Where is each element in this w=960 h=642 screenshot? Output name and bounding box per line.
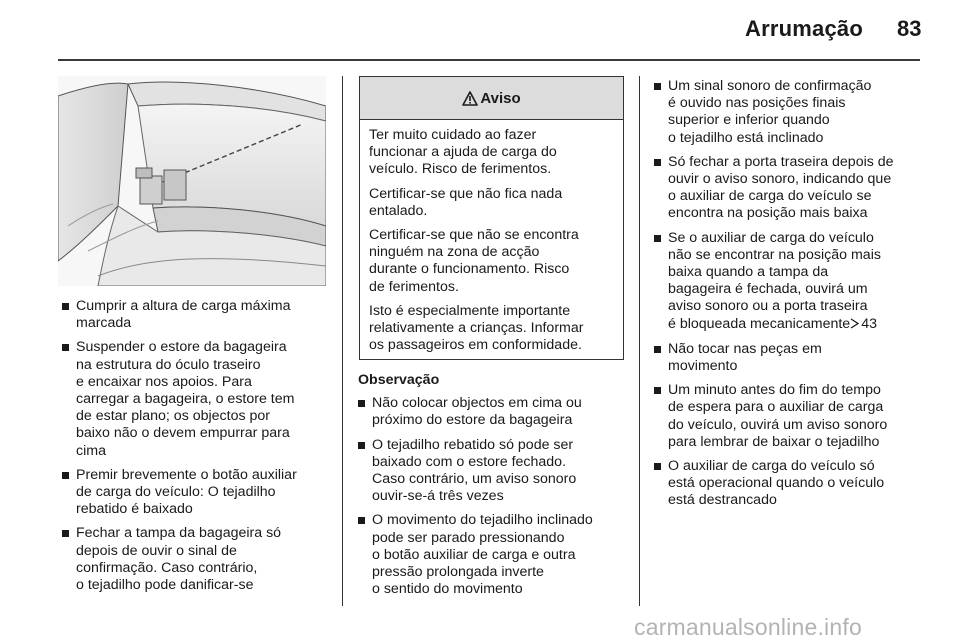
bullet-icon <box>62 530 69 537</box>
page-reference-link[interactable]: 43 <box>861 315 877 332</box>
list-item <box>654 230 926 334</box>
list-item <box>358 437 628 506</box>
list-item-text: O tejadilho rebatido só pode ser baixado com o estore fechado. Caso contrário, um aviso sonoro ouvir-se-á três vezes <box>372 436 577 505</box>
bullet-icon <box>654 235 661 242</box>
section-title: Arrumação <box>745 16 863 41</box>
list-item-text: Cumprir a altura de carga máxima marcada <box>76 298 291 332</box>
warning-box <box>359 76 624 360</box>
list-item-text: Não colocar objectos em cima ou próximo do estore da bagageira <box>372 395 582 429</box>
list-item <box>654 78 926 147</box>
list-item <box>654 458 926 510</box>
list-item-text: O auxiliar de carga do veículo só está operacional quando o veículo está destrancado <box>668 458 885 509</box>
warning-triangle-icon <box>462 91 478 106</box>
list-item <box>62 339 330 459</box>
list-item <box>358 512 628 598</box>
list-item-text: Suspender o estore da bagageira na estrutura do óculo traseiro e encaixar nos apoios. Para carregar a bagageira, o estore tem de estar plano; os objectos por baixo não o devem empurrar para cima <box>76 339 295 459</box>
bullet-icon <box>358 400 365 407</box>
warning-paragraph: Isto é especialmente importante relativamente a crianças. Informar os passageiros em conformidade. <box>369 302 584 354</box>
column-divider-left <box>342 76 343 606</box>
note-title: Observação <box>358 372 440 388</box>
list-item <box>62 298 330 332</box>
bullet-icon <box>654 346 661 353</box>
page-header <box>0 0 960 60</box>
page-reference-arrow-icon <box>850 317 859 334</box>
list-item <box>654 382 926 451</box>
bullet-icon <box>654 387 661 394</box>
list-item-text: Fechar a tampa da bagageira só depois de ouvir o sinal de confirmação. Caso contrário, o tejadilho pode danificar-se <box>76 525 282 594</box>
list-item-text: Se o auxiliar de carga do veículo não se encontrar na posição mais baixa quando a tampa da bagageira é fechada, ouvirá um aviso sonoro ou a porta traseira é bloqueada mecanicamente <box>668 229 881 332</box>
list-item-text: O movimento do tejadilho inclinado pode ser parado pressionando o botão auxiliar de carga e outra pressão prolongada inverte o sentido do movimento <box>372 512 593 598</box>
bullet-icon <box>62 472 69 479</box>
bullet-icon <box>654 463 661 470</box>
list-item <box>654 154 926 223</box>
warning-paragraph: Certificar-se que não se encontra ninguém na zona de acção durante o funcionamento. Risco de ferimentos. <box>369 227 579 295</box>
list-item <box>358 395 628 429</box>
warning-paragraph: Certificar-se que não fica nada entalado. <box>369 185 563 219</box>
warning-title: Aviso <box>480 89 521 107</box>
list-item-text: Só fechar a porta traseira depois de ouvir o aviso sonoro, indicando que o auxiliar de carga do veículo se encontra na posição mais baixa <box>668 153 894 222</box>
column-1 <box>62 298 330 601</box>
header-rule <box>58 59 920 61</box>
warning-body <box>360 120 623 354</box>
list-item-text: Não tocar nas peças em movimento <box>668 340 822 375</box>
bullet-icon <box>654 83 661 90</box>
list-item <box>62 467 330 519</box>
trunk-illustration <box>58 76 326 286</box>
list-item-text: Premir brevemente o botão auxiliar de carga do veículo: O tejadilho rebatido é baixado <box>76 466 297 518</box>
bullet-icon <box>654 159 661 166</box>
bullet-icon <box>358 442 365 449</box>
bullet-icon <box>358 517 365 524</box>
list-item-text: Um sinal sonoro de confirmação é ouvido nas posições finais superior e inferior quando o tejadilho está inclinado <box>668 78 872 146</box>
warning-header <box>360 77 623 120</box>
column-3 <box>654 78 926 517</box>
bullet-icon <box>62 303 69 310</box>
list-item <box>654 341 926 375</box>
bullet-icon <box>62 344 69 351</box>
column-2 <box>358 372 628 605</box>
list-item <box>62 525 330 594</box>
page-number: 83 <box>897 16 922 41</box>
warning-paragraph: Ter muito cuidado ao fazer funcionar a ajuda de carga do veículo. Risco de ferimentos. <box>369 127 557 178</box>
list-item-text: Um minuto antes do fim do tempo de espera para o auxiliar de carga do veículo, ouvirá um aviso sonoro para lembrar de baixar o tejadilho <box>668 382 888 450</box>
watermark: carmanualsonline.info <box>634 614 862 640</box>
column-divider-right <box>639 76 640 606</box>
